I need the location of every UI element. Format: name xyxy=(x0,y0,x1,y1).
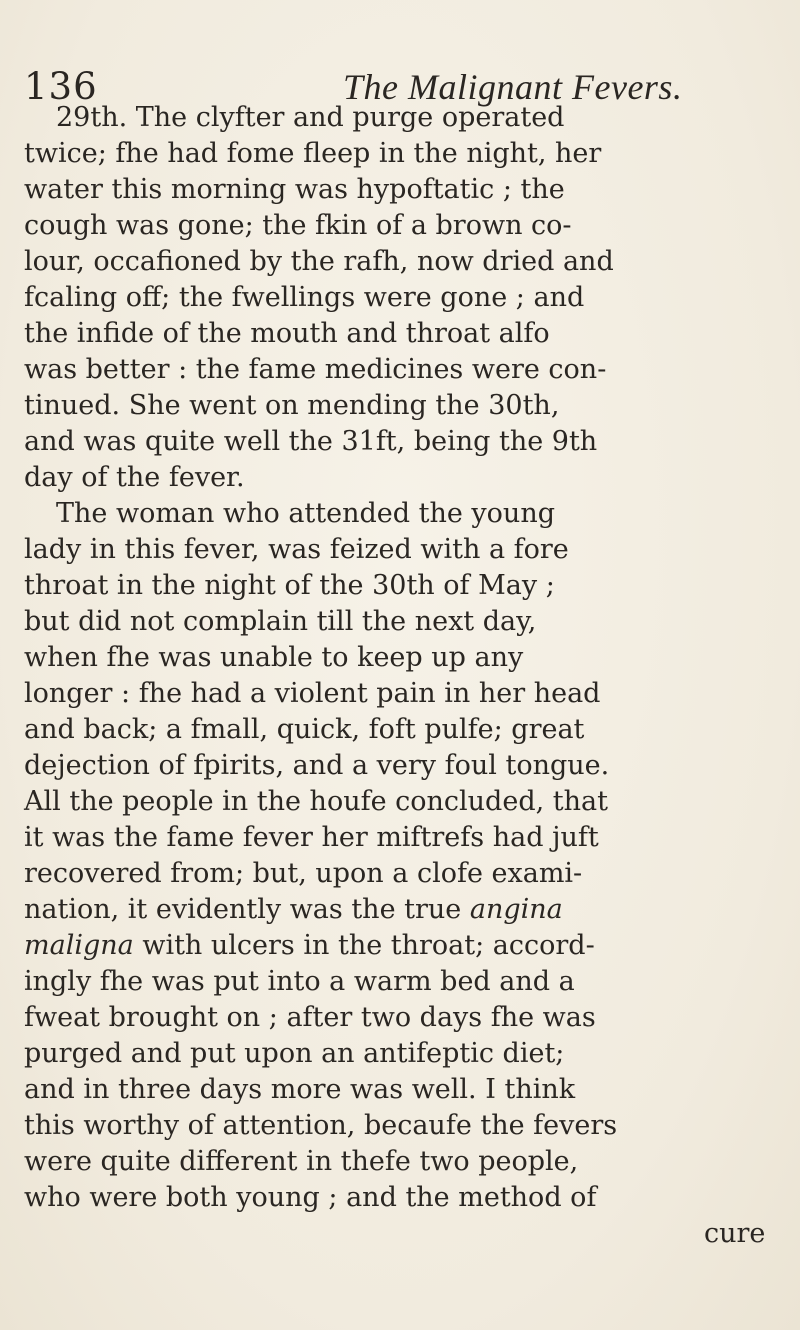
text-line: lour, occafioned by the rafh, now dried and xyxy=(24,246,614,277)
text-line: water this morning was hypoftatic ; the xyxy=(24,174,565,205)
text-line xyxy=(24,892,563,928)
text-line: this worthy of attention, becaufe the fevers xyxy=(24,1110,618,1141)
catchword: cure xyxy=(704,1218,766,1249)
text-line: but did not complain till the next day, xyxy=(24,606,537,637)
italic-term: maligna xyxy=(24,930,134,961)
text-line: cough was gone; the fkin of a brown co- xyxy=(24,210,572,241)
text-line: tinued. She went on mending the 30th, xyxy=(24,390,560,421)
text-line: when fhe was unable to keep up any xyxy=(24,642,524,673)
text-line: who were both young ; and the method of xyxy=(24,1182,597,1213)
text-line: and in three days more was well. I think xyxy=(24,1074,576,1105)
text-line: longer : fhe had a violent pain in her head xyxy=(24,678,601,709)
text-line: lady in this fever, was feized with a fore xyxy=(24,534,569,565)
text-segment: with ulcers in the throat; accord- xyxy=(133,930,595,961)
text-line: and was quite well the 31ft, being the 9th xyxy=(24,426,598,457)
page-number: 136 xyxy=(24,65,98,108)
italic-term: angina xyxy=(469,894,563,925)
text-line: ingly fhe was put into a warm bed and a xyxy=(24,966,575,997)
text-line: The woman who attended the young xyxy=(56,498,555,529)
text-line: throat in the night of the 30th of May ; xyxy=(24,570,555,601)
text-line: recovered from; but, upon a clofe exami- xyxy=(24,858,583,889)
text-line: All the people in the houfe concluded, that xyxy=(24,786,608,817)
text-line: fcaling off; the fwellings were gone ; and xyxy=(24,282,585,313)
text-line: twice; fhe had fome fleep in the night, her xyxy=(24,138,602,169)
text-line: fweat brought on ; after two days fhe was xyxy=(24,1002,596,1033)
text-line: the infide of the mouth and throat alfo xyxy=(24,318,550,349)
text-line: day of the fever. xyxy=(24,462,245,493)
running-head: The Malignant Fevers. xyxy=(343,67,683,107)
text-line: and back; a fmall, quick, foft pulfe; great xyxy=(24,714,585,745)
text-segment: nation, it evidently was the true xyxy=(24,894,470,925)
text-line: purged and put upon an antifeptic diet; xyxy=(24,1038,565,1069)
text-line: was better : the fame medicines were con- xyxy=(24,354,607,385)
text-line: were quite different in thefe two people, xyxy=(24,1146,579,1177)
text-line: it was the fame fever her miftrefs had juft xyxy=(24,822,599,853)
text-line: dejection of fpirits, and a very foul tongue. xyxy=(24,750,610,781)
text-line: 29th. The clyfter and purge operated xyxy=(56,102,565,133)
text-line xyxy=(24,928,595,964)
